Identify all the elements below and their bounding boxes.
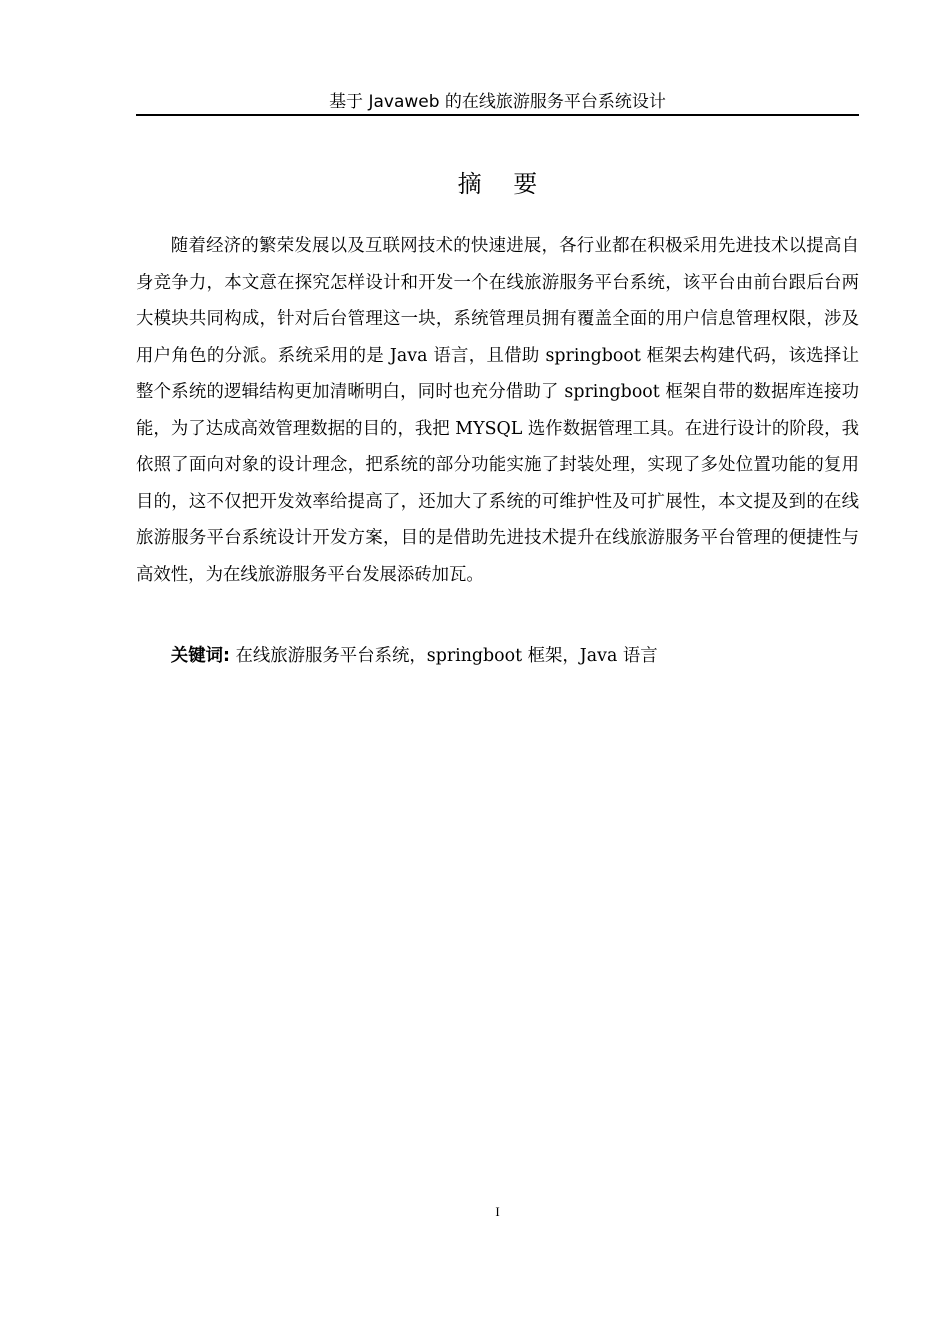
abstract-paragraph: 随着经济的繁荣发展以及互联网技术的快速进展，各行业都在积极采用先进技术以提高自身竞争力，本文意在探究怎样设计和开发一个在线旅游服务平台系统，该平台由前台跟后台两大模块共同构成，针对后台管理这一块，系统管理员拥有覆盖全面的用户信息管理权限，涉及用户角色的分派。系统采用的是 Java 语言，且借助 springboot 框架去构建代码，该选择让整个系统的逻辑结构更加清晰明白，同时也充分借助了 springboot 框架自带的数据库连接功能，为了达成高效管理数据的目的，我把 MYSQL 选作数据管理工具。在进行设计的阶段，我依照了面向对象的设计理念，把系统的部分功能实施了封装处理，实现了多处位置功能的复用目的，这不仅把开发效率给提高了，还加大了系统的可维护性及可扩展性，本文提及到的在线旅游服务平台系统设计开发方案，目的是借助先进技术提升在线旅游服务平台管理的便捷性与高效性，为在线旅游服务平台发展添砖加瓦。 [136,236,859,585]
running-header-title: 基于 Javaweb 的在线旅游服务平台系统设计 [329,92,666,112]
keywords-line [136,638,859,675]
abstract-heading: 摘 要 [457,170,550,198]
keywords-text: 在线旅游服务平台系统，springboot 框架，Java 语言 [229,646,658,666]
page-number: I [495,1204,500,1219]
keywords-label: 关键词: [170,646,230,666]
header-divider [136,114,859,116]
